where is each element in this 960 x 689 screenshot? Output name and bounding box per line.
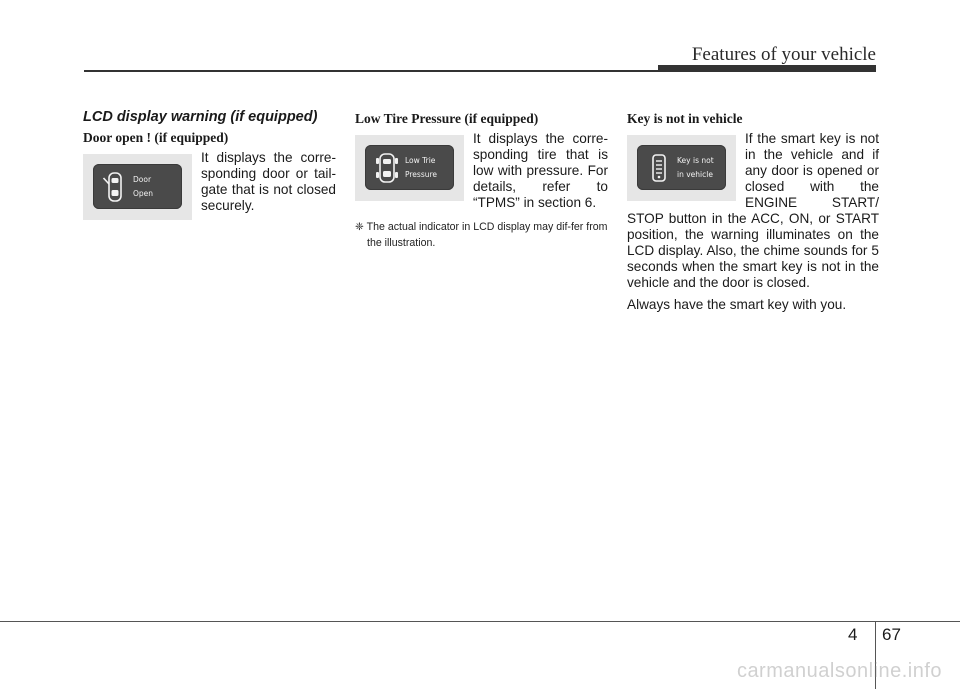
key-reminder: Always have the smart key with you. bbox=[627, 297, 847, 312]
low-tire-lcd-figure bbox=[355, 135, 464, 201]
lcd-screen bbox=[93, 164, 182, 209]
header-rule bbox=[84, 70, 658, 72]
header-rule-accent bbox=[658, 65, 876, 72]
lcd-line: Open bbox=[133, 189, 154, 198]
lcd-screen bbox=[637, 145, 726, 190]
lcd-line: Key is not bbox=[677, 156, 714, 165]
lcd-text bbox=[133, 173, 153, 201]
column-door-open bbox=[83, 109, 336, 224]
lcd-screen bbox=[365, 145, 454, 190]
smart-key-icon bbox=[647, 152, 671, 184]
door-open-heading: Door open ! (if equipped) bbox=[83, 130, 229, 145]
door-open-lcd-figure bbox=[83, 154, 192, 220]
chapter-number: 4 bbox=[848, 625, 858, 644]
running-header-title: Features of your vehicle bbox=[691, 44, 876, 65]
column-key-not-in-vehicle bbox=[627, 109, 879, 313]
car-door-open-icon bbox=[103, 171, 127, 203]
lcd-line: in vehicle bbox=[677, 170, 713, 179]
door-open-description: It displays the corre-sponding door or tail-gate that is not closed securely. bbox=[201, 150, 336, 213]
low-tire-description: It displays the corre-sponding tire that is low with pressure. For details, refer to “TPMS” in section 6. bbox=[473, 131, 608, 210]
key-not-in-vehicle-heading: Key is not in vehicle bbox=[627, 111, 743, 126]
column-low-tire-pressure bbox=[355, 109, 608, 251]
watermark: carmanualsonline.info bbox=[736, 660, 942, 682]
lcd-text bbox=[405, 154, 437, 182]
low-tire-pressure-heading: Low Tire Pressure (if equipped) bbox=[355, 111, 539, 126]
lcd-line: Low Trie bbox=[405, 156, 436, 165]
key-lcd-figure bbox=[627, 135, 736, 201]
key-not-in-vehicle-description: If the smart key is not in the vehicle and if any door is opened or closed with the ENGINE START/ STOP button in the ACC, ON, or START position, the warning illuminates on the LCD display. Also, the chime sounds for 5 seconds when the smart key is not in the vehicle and the door is closed. bbox=[627, 131, 879, 290]
illustration-note: ❈ The actual indicator in LCD display may dif-fer from the illustration. bbox=[355, 221, 608, 249]
car-tires-icon bbox=[375, 152, 399, 184]
lcd-text bbox=[677, 154, 714, 182]
lcd-line: Pressure bbox=[405, 170, 438, 179]
lcd-line: Door bbox=[133, 175, 152, 184]
section-title: LCD display warning (if equipped) bbox=[83, 109, 318, 125]
page-number: 67 bbox=[882, 625, 901, 644]
footer-rule bbox=[0, 621, 960, 622]
